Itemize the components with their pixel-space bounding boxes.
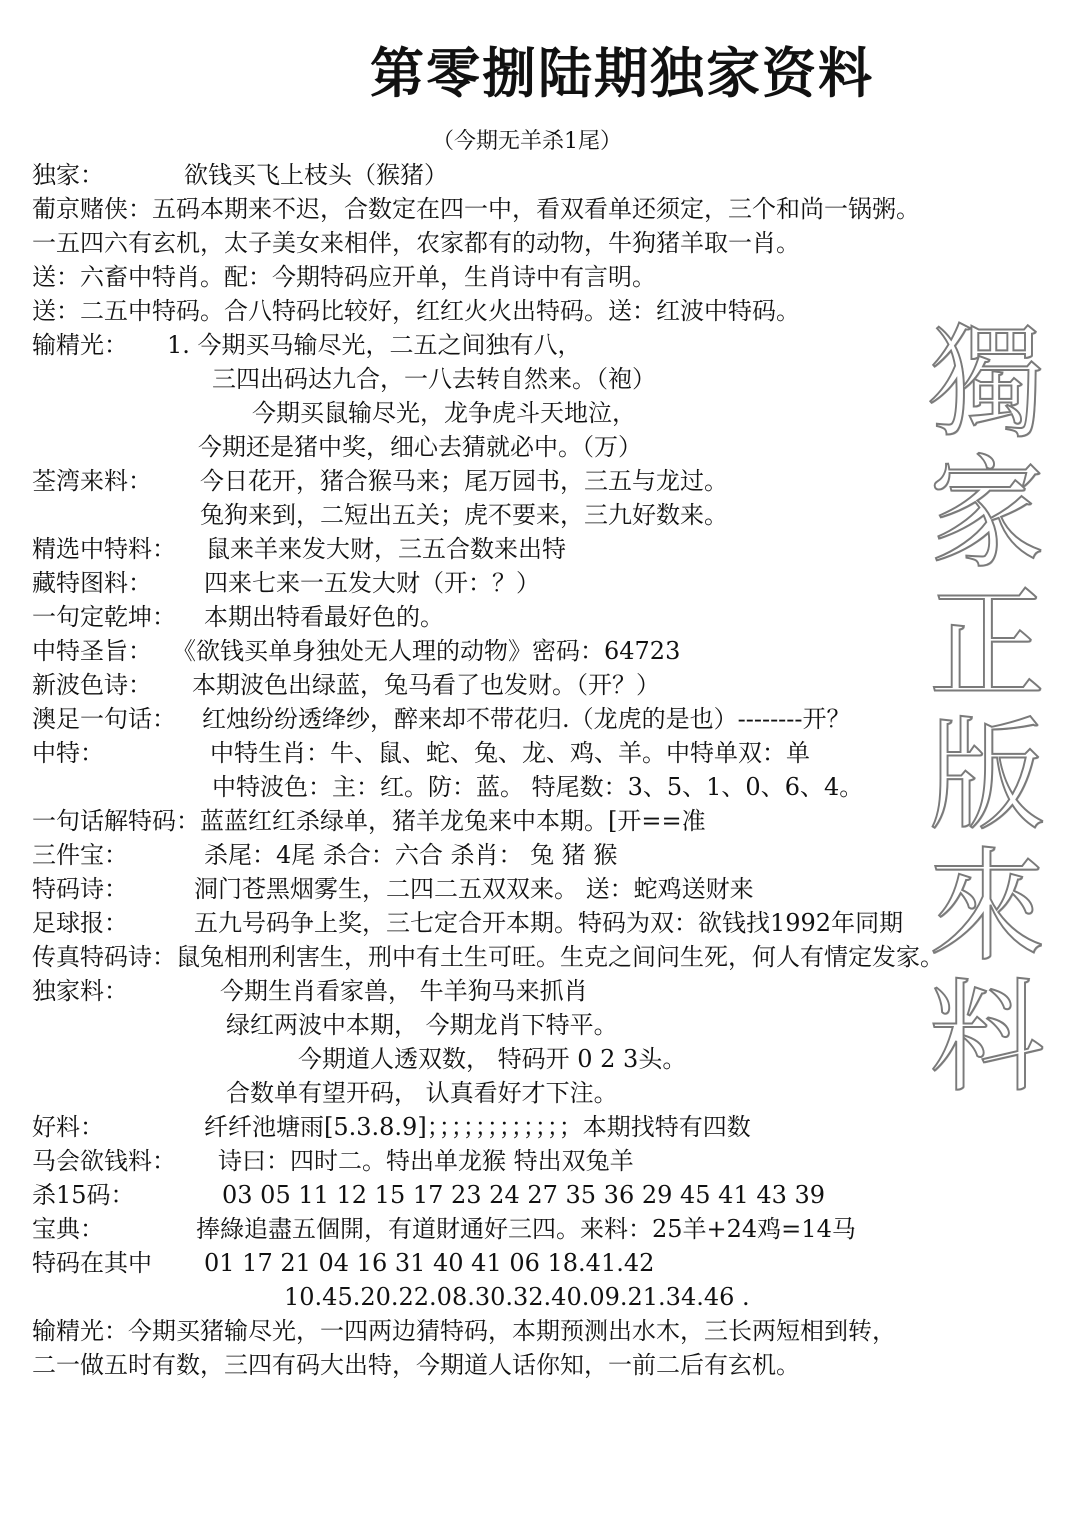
page-subtitle: （今期无羊杀1尾） [432, 129, 622, 154]
text-line [32, 805, 706, 838]
text-line [32, 669, 660, 702]
line-value: 欲钱买飞上枝头（猴猪） [184, 161, 448, 189]
text-line [252, 397, 636, 430]
line-label: 输精光： [32, 331, 128, 359]
line-label: 特码诗： [32, 875, 128, 903]
text-line [212, 363, 656, 396]
watermark-char: 獨 [929, 312, 1045, 454]
text-line [212, 771, 863, 804]
line-label: 中特圣旨： [32, 637, 152, 665]
line-value: 四来七来一五发大财（开：？） [204, 569, 540, 597]
text-line [32, 567, 540, 600]
line-label: 三件宝： [32, 841, 128, 869]
line-value: 诗曰：四时二。特出单龙猴 特出双兔羊 [218, 1147, 634, 1175]
text-line [32, 159, 448, 192]
line-value: 红烛纷纷透绛纱，醉来却不带花归.（龙虎的是也）--------开？ [202, 705, 851, 733]
text-line [226, 1077, 618, 1110]
line-label: 好料： [32, 1113, 104, 1141]
line-label: 输精光： [32, 1317, 128, 1345]
text-line [32, 329, 582, 362]
text-line [226, 1009, 618, 1042]
line-value: 鼠来羊来发大财，三五合数来出特 [206, 535, 566, 563]
text-line [32, 295, 800, 328]
line-label: 中特： [32, 739, 104, 767]
line-value: 01 17 21 04 16 31 40 41 06 18.41.42 [204, 1249, 655, 1277]
line-value: 本期出特看最好色的。 [204, 603, 444, 631]
text-line [284, 1281, 750, 1314]
line-value: 合数单有望开码， 认真看好才下注。 [226, 1079, 618, 1107]
line-label: 杀15码： [32, 1181, 135, 1209]
line-value: 今期道人透双数， 特码开 0 2 3头。 [298, 1045, 687, 1073]
line-label: 传真特码诗： [32, 943, 176, 971]
text-line [32, 1145, 634, 1178]
text-line [32, 261, 656, 294]
line-value: 今日花开，猪合猴马来；尾万园书，三五与龙过。 [200, 467, 728, 495]
line-value: 一五四六有玄机，太子美女来相伴，农家都有的动物，牛狗猪羊取一肖。 [32, 229, 800, 257]
line-value: 五码本期来不迟，合数定在四一中，看双看单还须定，三个和尚一锅粥。 [152, 195, 920, 223]
line-value: 绿红两波中本期， 今期龙肖下特平。 [226, 1011, 618, 1039]
line-label: 藏特图料： [32, 569, 152, 597]
line-label: 独家料： [32, 977, 128, 1005]
text-line [32, 227, 800, 260]
line-value: 今期买鼠输尽光，龙争虎斗天地泣， [252, 399, 636, 427]
line-label: 独家： [32, 161, 104, 189]
text-line [32, 1247, 654, 1280]
line-label: 马会欲钱料： [32, 1147, 176, 1175]
line-value: 洞门苍黑烟雾生，二四二五双双来。 送：蛇鸡送财来 [194, 875, 754, 903]
line-value: 六畜中特肖。配：今期特码应开单，生肖诗中有言明。 [80, 263, 656, 291]
line-value: 五九号码争上奖，三七定合开本期。特码为双：欲钱找1992年同期 [194, 909, 904, 937]
text-line [32, 1349, 800, 1382]
text-line [32, 1111, 751, 1144]
line-value: 纤纤池塘雨[5.3.8.9]；；；；；；；；；；；；本期找特有四数 [204, 1113, 751, 1141]
line-label: 一句定乾坤： [32, 603, 176, 631]
line-label: 葡京赌侠： [32, 195, 152, 223]
line-value: 今期买猪输尽光，一四两边猜特码，本期预测出水木，三长两短相到转， [128, 1317, 896, 1345]
text-line [32, 907, 903, 940]
text-line [32, 737, 810, 770]
line-label: 送： [32, 263, 80, 291]
text-line [32, 193, 920, 226]
line-label: 送： [32, 297, 80, 325]
text-line [32, 635, 680, 668]
line-label: 足球报： [32, 909, 128, 937]
text-line [298, 1043, 686, 1076]
text-line [32, 703, 851, 736]
line-value: 《欲钱买单身独处无人理的动物》密码：64723 [172, 637, 681, 665]
line-label: 澳足一句话： [32, 705, 176, 733]
line-value: 中特波色：主：红。防：蓝。 特尾数：3、5、1、0、6、4。 [212, 773, 864, 801]
line-value: 10.45.20.22.08.30.32.40.09.21.34.46 . [284, 1283, 750, 1311]
line-value: 中特生肖：牛、鼠、蛇、兔、龙、鸡、羊。中特单双：单 [210, 739, 810, 767]
line-label: 宝典： [32, 1215, 104, 1243]
line-value: 今期还是猪中奖，细心去猜就必中。（万） [198, 433, 642, 461]
watermark-char: 家 [929, 443, 1045, 585]
line-value: 兔狗来到，二短出五关；虎不要来，三九好数来。 [200, 501, 728, 529]
line-label: 新波色诗： [32, 671, 152, 699]
line-value: 二一做五时有数，三四有码大出特，今期道人话你知，一前二后有玄机。 [32, 1351, 800, 1379]
line-value: 鼠兔相刑利害生，刑中有土生可旺。生克之间问生死，何人有情定发家。 [176, 943, 944, 971]
line-label: 荃湾来料： [32, 467, 152, 495]
text-line [32, 601, 444, 634]
text-line [32, 1213, 856, 1246]
watermark-vertical [912, 312, 1062, 1109]
line-value: 1. 今期买马输尽光，二五之间独有八， [167, 331, 582, 359]
text-line [200, 499, 728, 532]
watermark-char: 料 [929, 967, 1045, 1109]
line-value: 捧綠追盡五個開，有道財通好三四。来料：25羊+24鸡=14马 [196, 1215, 856, 1243]
line-value: 03 05 11 12 15 17 23 24 27 35 36 29 45 41 43 39 [222, 1181, 826, 1209]
line-value: 杀尾：4尾 杀合：六合 杀肖： 兔 猪 猴 [204, 841, 618, 869]
line-label: 一句话解特码： [32, 807, 200, 835]
text-line [32, 1179, 825, 1212]
text-line [32, 533, 566, 566]
line-label: 特码在其中 [32, 1249, 152, 1277]
text-line [198, 431, 642, 464]
watermark-char: 版 [929, 705, 1045, 847]
line-value: 二五中特码。合八特码比较好，红红火火出特码。送：红波中特码。 [80, 297, 800, 325]
line-value: 今期生肖看家兽， 牛羊狗马来抓肖 [220, 977, 588, 1005]
text-line [32, 1315, 896, 1348]
text-line [32, 465, 728, 498]
watermark-char: 正 [929, 574, 1045, 716]
page-title: 第零捌陆期独家资料 [370, 41, 874, 105]
watermark-char: 來 [929, 836, 1045, 978]
text-line [32, 839, 617, 872]
line-value: 蓝蓝红红杀绿单，猪羊龙兔来中本期。[开==准 [200, 807, 706, 835]
text-line [32, 873, 754, 906]
text-line [32, 975, 588, 1008]
text-line [32, 941, 944, 974]
line-value: 本期波色出绿蓝，兔马看了也发财。（开？） [192, 671, 660, 699]
line-value: 三四出码达九合，一八去转自然来。（袍） [212, 365, 656, 393]
line-label: 精选中特料： [32, 535, 176, 563]
